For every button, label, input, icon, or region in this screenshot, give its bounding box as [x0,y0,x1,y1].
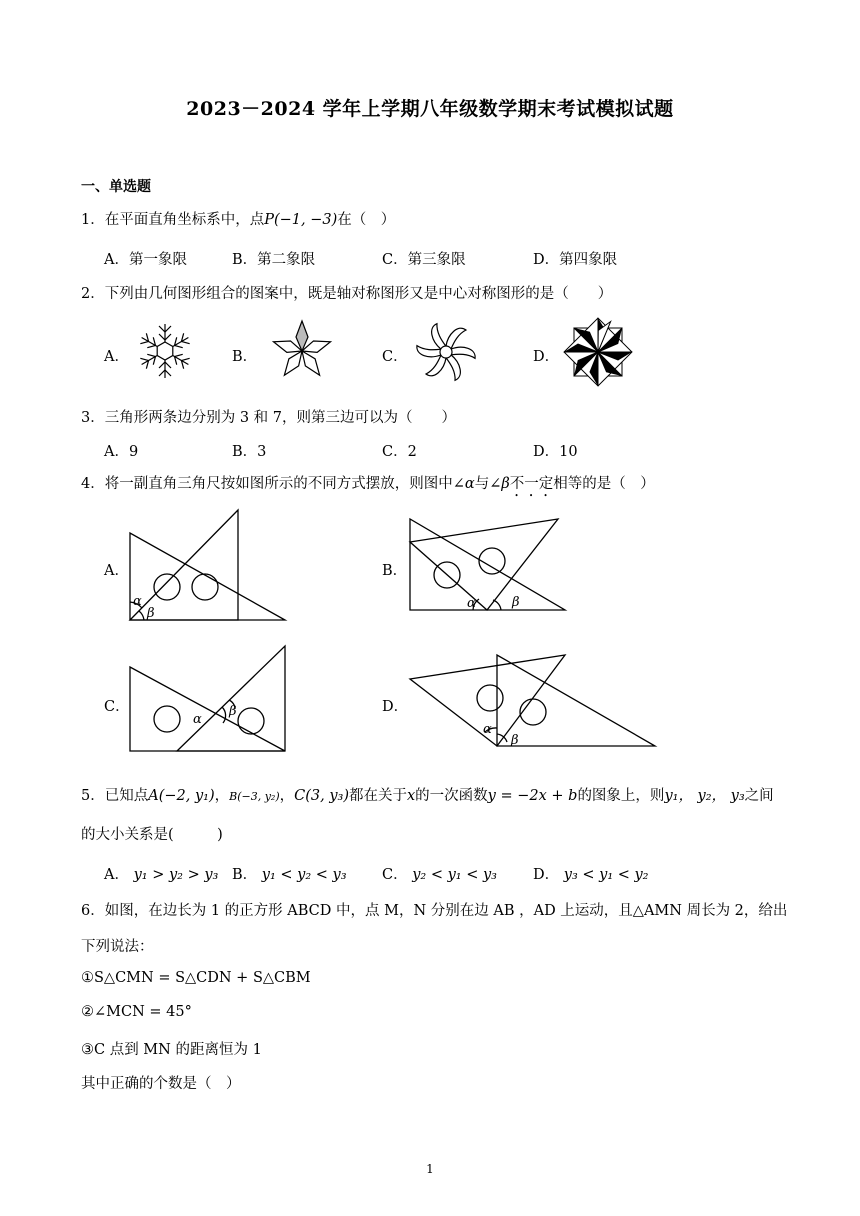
snowflake-figure [135,321,195,381]
q1-point: P(−1, −3) [264,212,338,228]
q4-mid: 与 [474,476,490,492]
q2-option-b[interactable]: B． [232,349,258,365]
q5-line-2: 的大小关系是( ) [81,827,223,843]
q6-statement-2: ②∠MCN = 45° [81,1004,192,1020]
q6-statement-1: ①S△CMN = S△CDN + S△CBM [81,970,311,986]
question-5-stem [81,784,774,805]
page-number: 1 [426,1162,434,1176]
q3-option-a[interactable]: A．9 [104,444,139,460]
q6-statement-4: 其中正确的个数是（ ） [81,1076,241,1092]
q2-option-a[interactable]: A． [104,349,129,365]
q1-option-b[interactable]: B．第二象限 [232,252,316,268]
q4-option-a[interactable]: A． [104,563,129,579]
q4-option-d[interactable]: D． [382,699,409,715]
document-title: 2023－2024 学年上学期八年级数学期末考试模拟试题 [186,98,674,120]
q4-option-c[interactable]: C． [104,699,130,715]
q1-stem-post: 在（ ） [337,212,396,228]
q5-function: y = −2x + b [487,788,578,804]
q5-mid-3: 的图象上，则 [577,788,665,804]
q5-mid-1: 都在关于 [348,788,407,804]
q5-option-b-label: B． [232,867,258,883]
five-petal-figure [270,321,334,381]
angle-alpha-label-a: α [133,594,142,609]
q5-point-c: C(3, y₃) [294,788,349,804]
question-1-stem [81,208,395,229]
q5-stem-pre: 5．已知点 [81,788,149,804]
q5-option-d-math: y₃ < y₁ < y₂ [563,867,649,883]
q5-option-a-math: y₁ > y₂ > y₃ [133,867,219,883]
q5-sep-1: ， [214,788,230,804]
question-4-stem [81,472,655,500]
triangle-set-figure-a [125,507,290,625]
q4-stem-pre: 4．将一副直角三角尺按如图所示的不同方式摆放，则图中 [81,476,453,492]
q5-option-b-math: y₁ < y₂ < y₃ [261,867,347,883]
question-3-stem: 3．三角形两条边分别为 3 和 7，则第三边可以为（ ） [81,410,457,426]
q5-point-b: B(−3, y₂) [229,790,280,803]
star-figure [565,319,631,385]
q6-statement-3: ③C 点到 MN 的距离恒为 1 [81,1042,262,1058]
angle-beta-label-d: β [511,733,519,748]
q1-option-a[interactable]: A．第一象限 [104,252,187,268]
angle-alpha-label-b: α [467,596,476,611]
triangle-set-figure-d [405,650,660,750]
q4-stem-post: 相等的是（ ） [553,476,655,492]
q5-option-c-label: C． [382,867,408,883]
q5-option-b[interactable] [232,863,347,884]
q5-option-a-label: A． [104,867,129,883]
q4-option-b[interactable]: B． [382,563,408,579]
q5-tail: 之间 [744,788,774,804]
q1-option-c[interactable]: C．第三象限 [382,252,466,268]
section-heading: 一、单选题 [81,179,151,195]
q5-option-a[interactable] [104,863,218,884]
angle-beta-label-a: β [147,606,155,621]
pinwheel-figure [415,321,477,383]
q6-line-2: 下列说法： [81,939,154,955]
q2-option-d[interactable]: D． [533,349,560,365]
angle-beta-label-b: β [512,595,520,610]
q5-option-c[interactable] [382,863,497,884]
q5-mid-2: 的一次函数 [415,788,488,804]
q1-stem-pre: 1．在平面直角坐标系中，点 [81,212,265,228]
q5-sep-2: ， [279,788,295,804]
q3-option-c[interactable]: C．2 [382,444,417,460]
q5-point-a: A(−2, y₁) [148,788,215,804]
q5-option-d[interactable] [533,863,649,884]
triangle-set-figure-c [125,643,290,755]
angle-beta-label-c: β [229,704,237,719]
triangle-set-figure-b [405,514,570,614]
q5-option-d-label: D． [533,867,560,883]
q4-emphasis: 不一定 [509,476,554,492]
q4-alpha: ∠α [452,476,475,492]
q1-option-d[interactable]: D．第四象限 [533,252,618,268]
angle-alpha-label-d: α [483,722,492,737]
q3-option-d[interactable]: D．10 [533,444,578,460]
q3-option-b[interactable]: B．3 [232,444,267,460]
angle-alpha-label-c: α [193,712,202,727]
q5-vars: y₁， y₂， y₃ [664,788,745,804]
q2-option-c[interactable]: C． [382,349,408,365]
question-2-stem: 2．下列由几何图形组合的图案中，既是轴对称图形又是中心对称图形的是（ ） [81,286,613,302]
q5-var: x [406,788,416,804]
q4-beta: ∠β [489,476,510,492]
question-6-stem: 6．如图，在边长为 1 的正方形 ABCD 中，点 M，N 分别在边 AB ，AD 上运动，且△AMN 周长为 2，给出 [81,903,788,919]
q5-option-c-math: y₂ < y₁ < y₃ [412,867,497,883]
